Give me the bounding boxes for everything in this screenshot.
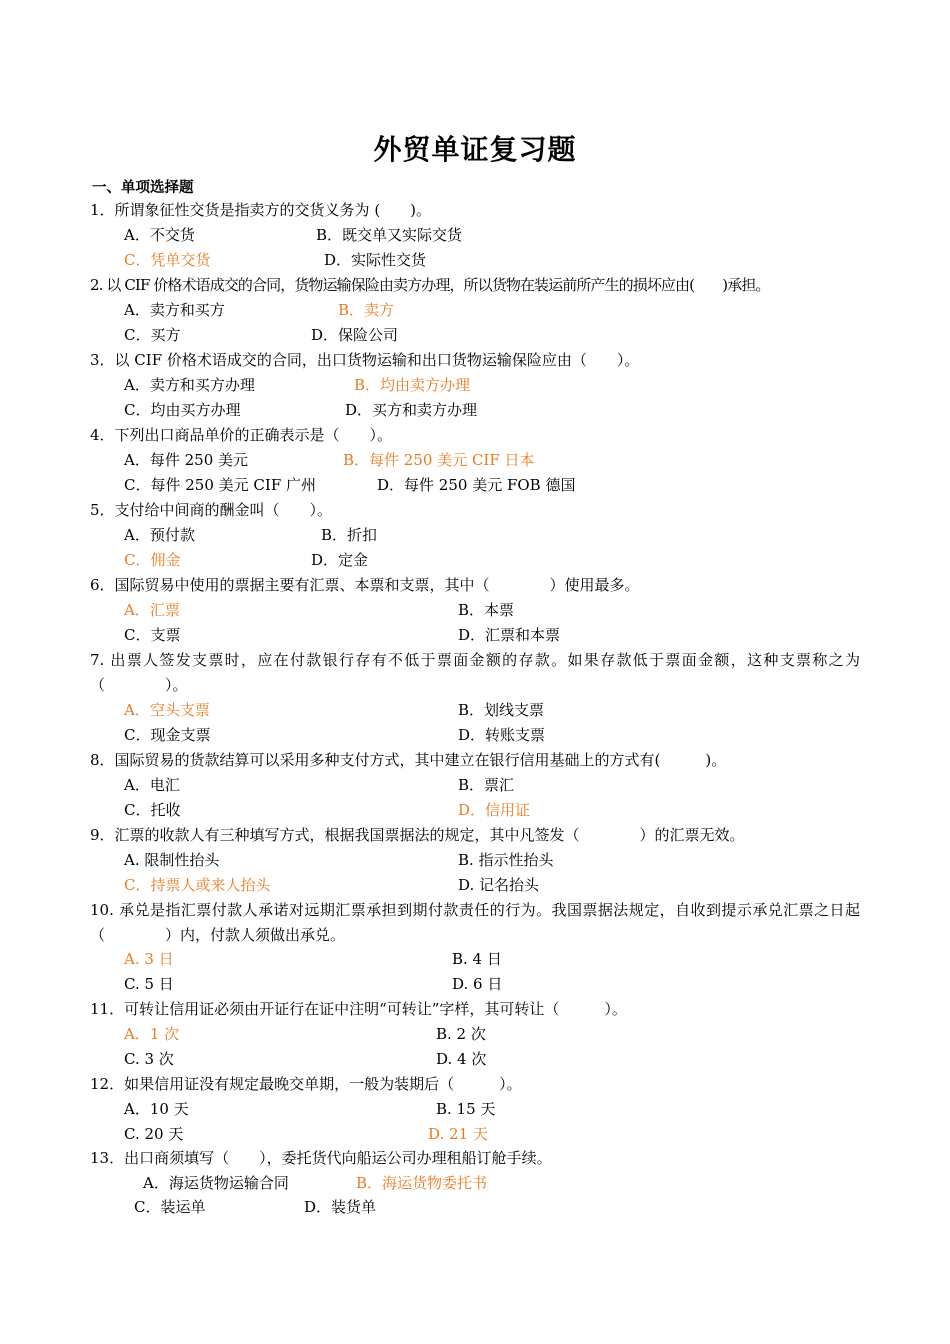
q9-option-a: A. 限制性抬头 [124,851,220,869]
q5-option-b: B．折扣 [321,526,378,544]
q7-option-d: D．转账支票 [458,726,546,744]
q12-option-c: C. 20 天 [124,1125,184,1143]
q4-option-c: C．每件 250 美元 CIF 广州 [124,476,316,494]
q12-option-a: A．10 天 [124,1100,189,1118]
q12-option-d-answer: D. 21 天 [428,1125,488,1143]
q5-option-c-answer: C．佣金 [124,551,181,569]
question-4: 4．下列出口商品单价的正确表示是（ ）。 [90,426,393,444]
question-5: 5．支付给中间商的酬金叫（ ）。 [90,501,333,519]
q1-option-d: D．实际性交货 [324,251,427,269]
q2-option-a: A．卖方和买方 [124,301,225,319]
question-2: 2. 以 CIF 价格术语成交的合同，货物运输保险由卖方办理，所以货物在装运前所产生的损坏应由( )承担。 [90,276,770,294]
q6-option-d: D．汇票和本票 [458,626,561,644]
q5-option-d: D．定金 [311,551,369,569]
q3-option-a: A．卖方和买方办理 [124,376,255,394]
question-7: 7. 出票人签发支票时，应在付款银行存有不低于票面金额的存款。如果存款低于票面金额，这种支票称之为（ ）。 [90,651,860,694]
q7-option-c: C．现金支票 [124,726,211,744]
q4-option-d: D．每件 250 美元 FOB 德国 [377,476,576,494]
question-8: 8．国际贸易的货款结算可以采用多种支付方式，其中建立在银行信用基础上的方式有( )。 [90,751,727,769]
q6-option-b: B．本票 [458,601,515,619]
q11-option-d: D. 4 次 [436,1050,487,1068]
q13-option-b-answer: B．海运货物委托书 [356,1174,488,1192]
q10-option-a-answer: A. 3 日 [124,950,174,968]
q4-option-b-answer: B．每件 250 美元 CIF 日本 [343,451,535,469]
q8-option-d-answer: D．信用证 [458,801,531,819]
q10-option-b: B. 4 日 [452,950,502,968]
q1-option-a: A．不交货 [124,226,195,244]
q9-option-d: D. 记名抬头 [458,876,540,894]
q9-option-c-answer: C．持票人或来人抬头 [124,876,271,894]
q7-option-a-answer: A．空头支票 [124,701,210,719]
q1-option-c-answer: C．凭单交货 [124,251,211,269]
q7-option-b: B．划线支票 [458,701,545,719]
q10-option-d: D. 6 日 [452,975,503,993]
question-3: 3．以 CIF 价格术语成交的合同，出口货物运输和出口货物运输保险应由（ ）。 [90,351,640,369]
q5-option-a: A．预付款 [124,526,195,544]
q2-option-c: C．买方 [124,326,181,344]
question-9: 9．汇票的收款人有三种填写方式，根据我国票据法的规定，其中凡签发（ ）的汇票无效。 [90,826,745,844]
q3-option-d: D．买方和卖方办理 [345,401,478,419]
q13-option-d: D．装货单 [304,1198,377,1216]
q3-option-c: C．均由买方办理 [124,401,241,419]
q2-option-b-answer: B．卖方 [338,301,395,319]
question-12: 12．如果信用证没有规定最晚交单期，一般为装期后（ ）。 [90,1075,522,1093]
q11-option-a-answer: A．1 次 [124,1025,180,1043]
q8-option-a: A．电汇 [124,776,180,794]
q11-option-b: B. 2 次 [436,1025,486,1043]
question-11: 11．可转让信用证必须由开证行在证中注明“可转让”字样，其可转让（ ）。 [90,1000,627,1018]
section-heading: 一、单项选择题 [92,180,194,196]
q3-option-b-answer: B．均由卖方办理 [354,376,471,394]
q2-option-d: D．保险公司 [311,326,399,344]
q13-option-a: A．海运货物运输合同 [143,1174,289,1192]
question-6: 6．国际贸易中使用的票据主要有汇票、本票和支票，其中（ ）使用最多。 [90,576,640,594]
q8-option-b: B．票汇 [458,776,515,794]
q9-option-b: B. 指示性抬头 [458,851,554,869]
q11-option-c: C. 3 次 [124,1050,174,1068]
q12-option-b: B. 15 天 [436,1100,496,1118]
q13-option-c: C．装运单 [134,1198,206,1216]
question-1: 1．所谓象征性交货是指卖方的交货义务为 ( )。 [90,201,432,219]
q4-option-a: A．每件 250 美元 [124,451,248,469]
q8-option-c: C．托收 [124,801,181,819]
q10-option-c: C. 5 日 [124,975,174,993]
question-10: 10. 承兑是指汇票付款人承诺对远期汇票承担到期付款责任的行为。我国票据法规定，自收到提示承兑汇票之日起（ ）内，付款人须做出承兑。 [90,901,860,944]
q1-option-b: B．既交单又实际交货 [316,226,463,244]
question-13: 13．出口商须填写（ ），委托货代向船运公司办理租船订舱手续。 [90,1149,552,1167]
page-title: 外贸单证复习题 [373,133,577,166]
q6-option-a-answer: A．汇票 [124,601,180,619]
q6-option-c: C．支票 [124,626,181,644]
